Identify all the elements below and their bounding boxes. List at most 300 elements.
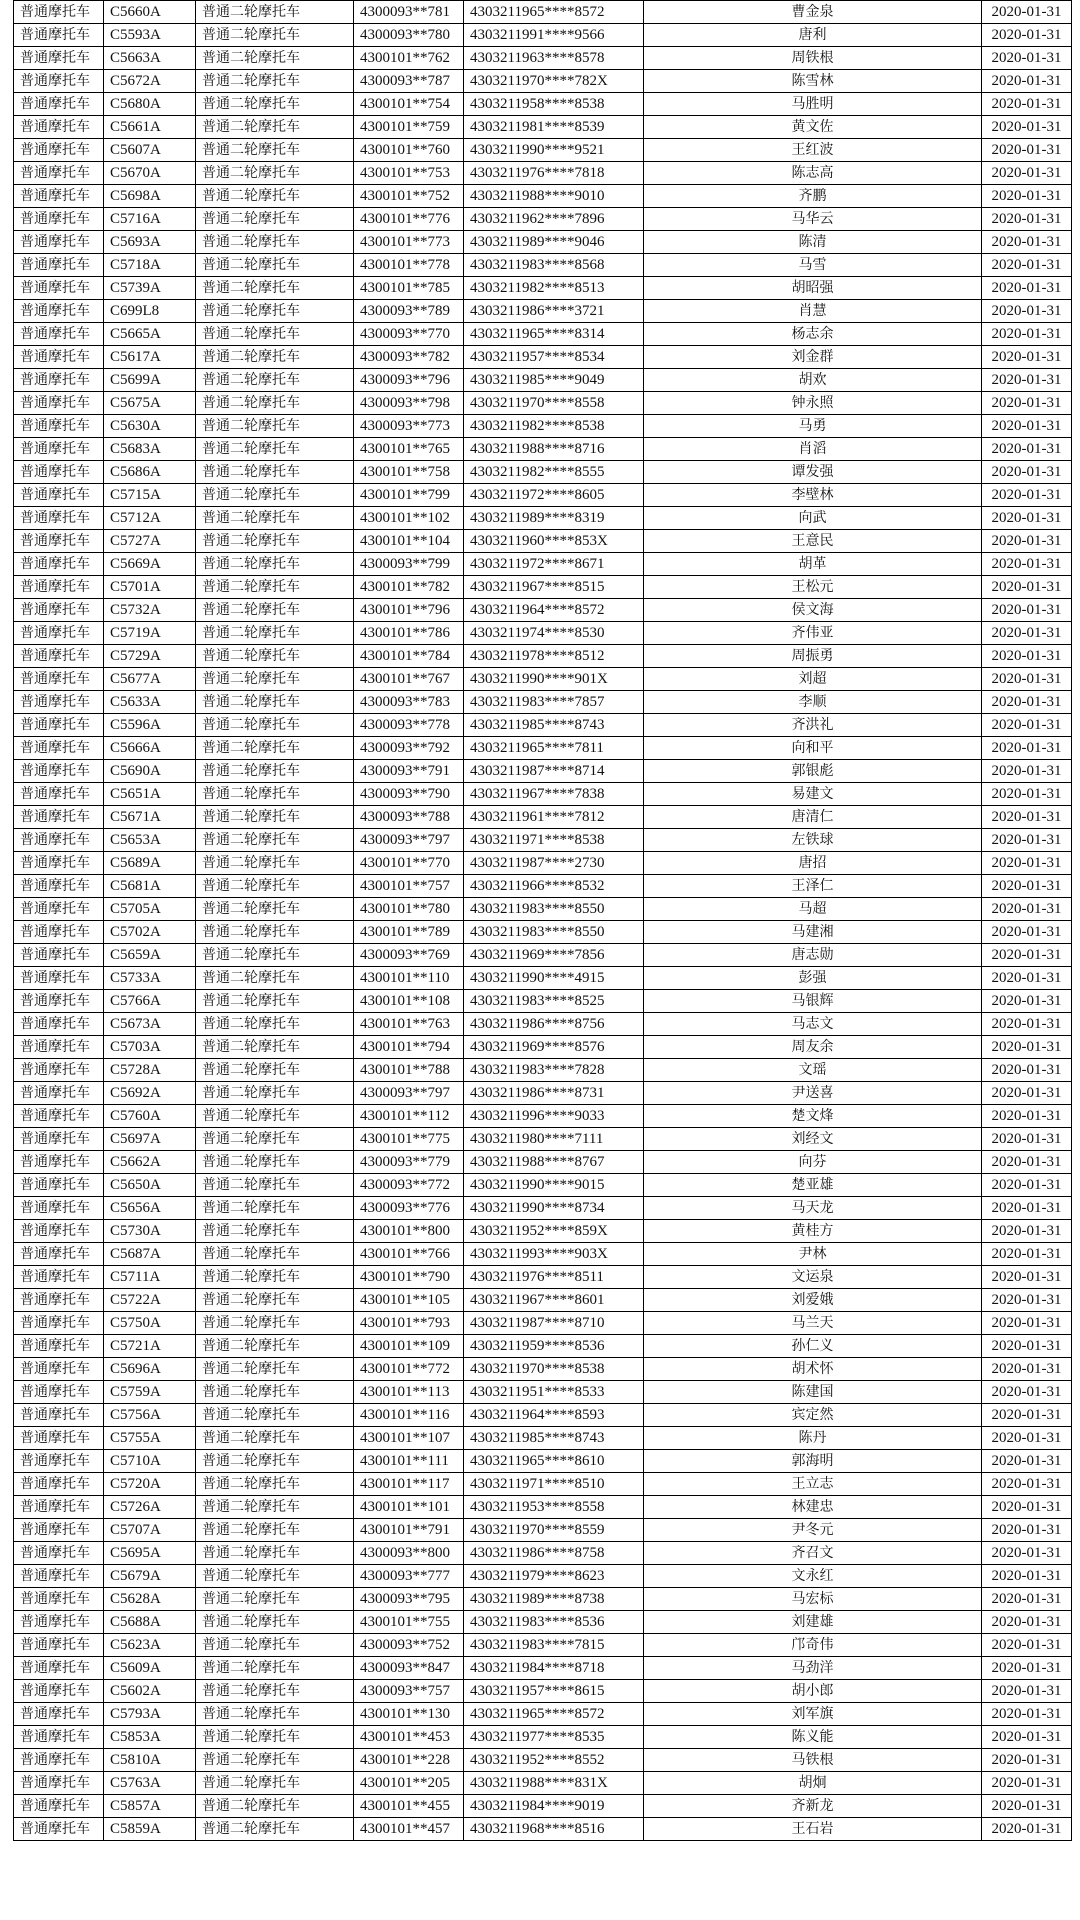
cell-id-number: 4303211988****8767 — [464, 1151, 644, 1174]
cell-vehicle-model: 普通二轮摩托车 — [196, 277, 354, 300]
cell-id-number: 4303211981****8539 — [464, 116, 644, 139]
cell-license-no: 4300093**781 — [354, 1, 464, 24]
cell-owner-name: 向芬 — [644, 1151, 982, 1174]
cell-license-no: 4300101**778 — [354, 254, 464, 277]
cell-date: 2020-01-31 — [982, 1795, 1072, 1818]
cell-date: 2020-01-31 — [982, 369, 1072, 392]
cell-vehicle-type: 普通摩托车 — [14, 1128, 104, 1151]
cell-owner-name: 周友余 — [644, 1036, 982, 1059]
cell-id-number: 4303211969****7856 — [464, 944, 644, 967]
cell-id-number: 4303211982****8513 — [464, 277, 644, 300]
cell-vehicle-model: 普通二轮摩托车 — [196, 1680, 354, 1703]
cell-vehicle-type: 普通摩托车 — [14, 231, 104, 254]
cell-vehicle-type: 普通摩托车 — [14, 944, 104, 967]
cell-plate-code: C5683A — [104, 438, 196, 461]
table-row — [14, 1542, 1072, 1565]
cell-id-number: 4303211965****7811 — [464, 737, 644, 760]
cell-owner-name: 马建湘 — [644, 921, 982, 944]
cell-vehicle-model: 普通二轮摩托车 — [196, 47, 354, 70]
cell-vehicle-model: 普通二轮摩托车 — [196, 1634, 354, 1657]
cell-id-number: 4303211986****8758 — [464, 1542, 644, 1565]
cell-vehicle-model: 普通二轮摩托车 — [196, 967, 354, 990]
cell-plate-code: C5602A — [104, 1680, 196, 1703]
cell-license-no: 4300093**770 — [354, 323, 464, 346]
cell-license-no: 4300093**796 — [354, 369, 464, 392]
cell-plate-code: C5727A — [104, 530, 196, 553]
cell-owner-name: 孙仁义 — [644, 1335, 982, 1358]
cell-vehicle-type: 普通摩托车 — [14, 507, 104, 530]
cell-id-number: 4303211960****853X — [464, 530, 644, 553]
cell-plate-code: C5729A — [104, 645, 196, 668]
cell-owner-name: 马雪 — [644, 254, 982, 277]
cell-date: 2020-01-31 — [982, 1059, 1072, 1082]
cell-id-number: 4303211963****8578 — [464, 47, 644, 70]
cell-plate-code: C5677A — [104, 668, 196, 691]
cell-license-no: 4300101**789 — [354, 921, 464, 944]
cell-license-no: 4300101**788 — [354, 1059, 464, 1082]
cell-plate-code: C5661A — [104, 116, 196, 139]
cell-license-no: 4300101**104 — [354, 530, 464, 553]
cell-vehicle-type: 普通摩托车 — [14, 438, 104, 461]
cell-id-number: 4303211988****831X — [464, 1772, 644, 1795]
cell-license-no: 4300101**760 — [354, 139, 464, 162]
table-row — [14, 139, 1072, 162]
cell-vehicle-type: 普通摩托车 — [14, 1312, 104, 1335]
table-row — [14, 829, 1072, 852]
cell-date: 2020-01-31 — [982, 1680, 1072, 1703]
cell-id-number: 4303211971****8510 — [464, 1473, 644, 1496]
cell-id-number: 4303211959****8536 — [464, 1335, 644, 1358]
cell-vehicle-model: 普通二轮摩托车 — [196, 691, 354, 714]
cell-id-number: 4303211969****8576 — [464, 1036, 644, 1059]
table-row — [14, 576, 1072, 599]
cell-id-number: 4303211984****8718 — [464, 1657, 644, 1680]
table-row — [14, 438, 1072, 461]
cell-owner-name: 陈雪林 — [644, 70, 982, 93]
cell-license-no: 4300093**772 — [354, 1174, 464, 1197]
cell-vehicle-type: 普通摩托车 — [14, 1404, 104, 1427]
cell-license-no: 4300093**799 — [354, 553, 464, 576]
cell-id-number: 4303211953****8558 — [464, 1496, 644, 1519]
cell-id-number: 4303211972****8671 — [464, 553, 644, 576]
cell-vehicle-model: 普通二轮摩托车 — [196, 599, 354, 622]
cell-plate-code: C5733A — [104, 967, 196, 990]
cell-vehicle-type: 普通摩托车 — [14, 1243, 104, 1266]
cell-owner-name: 郭银彪 — [644, 760, 982, 783]
cell-id-number: 4303211987****8710 — [464, 1312, 644, 1335]
cell-vehicle-type: 普通摩托车 — [14, 1013, 104, 1036]
cell-owner-name: 刘军旗 — [644, 1703, 982, 1726]
cell-vehicle-type: 普通摩托车 — [14, 737, 104, 760]
cell-date: 2020-01-31 — [982, 599, 1072, 622]
table-row — [14, 1657, 1072, 1680]
table-row — [14, 1105, 1072, 1128]
cell-date: 2020-01-31 — [982, 875, 1072, 898]
cell-date: 2020-01-31 — [982, 944, 1072, 967]
table-row — [14, 668, 1072, 691]
cell-vehicle-type: 普通摩托车 — [14, 1381, 104, 1404]
cell-id-number: 4303211991****9566 — [464, 24, 644, 47]
cell-license-no: 4300093**797 — [354, 1082, 464, 1105]
cell-date: 2020-01-31 — [982, 1, 1072, 24]
cell-vehicle-type: 普通摩托车 — [14, 1082, 104, 1105]
cell-owner-name: 肖慧 — [644, 300, 982, 323]
cell-id-number: 4303211970****8558 — [464, 392, 644, 415]
cell-vehicle-type: 普通摩托车 — [14, 346, 104, 369]
cell-id-number: 4303211989****8738 — [464, 1588, 644, 1611]
cell-vehicle-type: 普通摩托车 — [14, 990, 104, 1013]
cell-owner-name: 黄桂方 — [644, 1220, 982, 1243]
cell-date: 2020-01-31 — [982, 1611, 1072, 1634]
cell-vehicle-type: 普通摩托车 — [14, 1772, 104, 1795]
cell-vehicle-model: 普通二轮摩托车 — [196, 162, 354, 185]
cell-date: 2020-01-31 — [982, 921, 1072, 944]
cell-license-no: 4300093**800 — [354, 1542, 464, 1565]
cell-license-no: 4300093**752 — [354, 1634, 464, 1657]
cell-owner-name: 胡欢 — [644, 369, 982, 392]
cell-id-number: 4303211971****8538 — [464, 829, 644, 852]
cell-license-no: 4300101**457 — [354, 1818, 464, 1841]
cell-license-no: 4300101**762 — [354, 47, 464, 70]
cell-vehicle-model: 普通二轮摩托车 — [196, 990, 354, 1013]
cell-vehicle-type: 普通摩托车 — [14, 1289, 104, 1312]
table-row — [14, 208, 1072, 231]
cell-owner-name: 陈丹 — [644, 1427, 982, 1450]
cell-date: 2020-01-31 — [982, 1128, 1072, 1151]
cell-id-number: 4303211983****8525 — [464, 990, 644, 1013]
cell-id-number: 4303211976****7818 — [464, 162, 644, 185]
cell-date: 2020-01-31 — [982, 1358, 1072, 1381]
cell-plate-code: C5730A — [104, 1220, 196, 1243]
cell-date: 2020-01-31 — [982, 1473, 1072, 1496]
cell-owner-name: 唐志勋 — [644, 944, 982, 967]
cell-plate-code: C5697A — [104, 1128, 196, 1151]
cell-date: 2020-01-31 — [982, 622, 1072, 645]
cell-license-no: 4300101**130 — [354, 1703, 464, 1726]
cell-owner-name: 杨志余 — [644, 323, 982, 346]
cell-owner-name: 彭强 — [644, 967, 982, 990]
cell-id-number: 4303211967****7838 — [464, 783, 644, 806]
cell-id-number: 4303211970****782X — [464, 70, 644, 93]
cell-date: 2020-01-31 — [982, 806, 1072, 829]
cell-plate-code: C5665A — [104, 323, 196, 346]
cell-vehicle-model: 普通二轮摩托车 — [196, 783, 354, 806]
cell-id-number: 4303211983****8550 — [464, 921, 644, 944]
cell-plate-code: C5651A — [104, 783, 196, 806]
cell-license-no: 4300093**780 — [354, 24, 464, 47]
cell-date: 2020-01-31 — [982, 1266, 1072, 1289]
table-row — [14, 806, 1072, 829]
cell-license-no: 4300101**754 — [354, 93, 464, 116]
cell-date: 2020-01-31 — [982, 1450, 1072, 1473]
table-row — [14, 737, 1072, 760]
cell-plate-code: C5628A — [104, 1588, 196, 1611]
cell-date: 2020-01-31 — [982, 116, 1072, 139]
cell-license-no: 4300101**111 — [354, 1450, 464, 1473]
cell-date: 2020-01-31 — [982, 47, 1072, 70]
cell-license-no: 4300101**775 — [354, 1128, 464, 1151]
cell-license-no: 4300101**757 — [354, 875, 464, 898]
table-row — [14, 300, 1072, 323]
cell-plate-code: C5681A — [104, 875, 196, 898]
table-row — [14, 944, 1072, 967]
cell-date: 2020-01-31 — [982, 254, 1072, 277]
cell-date: 2020-01-31 — [982, 70, 1072, 93]
cell-license-no: 4300093**797 — [354, 829, 464, 852]
cell-date: 2020-01-31 — [982, 1634, 1072, 1657]
cell-date: 2020-01-31 — [982, 438, 1072, 461]
cell-owner-name: 左铁球 — [644, 829, 982, 852]
cell-license-no: 4300101**776 — [354, 208, 464, 231]
cell-date: 2020-01-31 — [982, 737, 1072, 760]
cell-id-number: 4303211957****8534 — [464, 346, 644, 369]
cell-owner-name: 周铁根 — [644, 47, 982, 70]
cell-date: 2020-01-31 — [982, 1082, 1072, 1105]
cell-license-no: 4300093**787 — [354, 70, 464, 93]
cell-owner-name: 王立志 — [644, 1473, 982, 1496]
cell-date: 2020-01-31 — [982, 1565, 1072, 1588]
table-row — [14, 1450, 1072, 1473]
cell-owner-name: 胡炯 — [644, 1772, 982, 1795]
cell-plate-code: C5671A — [104, 806, 196, 829]
cell-plate-code: C5732A — [104, 599, 196, 622]
cell-vehicle-model: 普通二轮摩托车 — [196, 1358, 354, 1381]
cell-vehicle-type: 普通摩托车 — [14, 461, 104, 484]
cell-vehicle-model: 普通二轮摩托车 — [196, 1542, 354, 1565]
cell-license-no: 4300101**455 — [354, 1795, 464, 1818]
cell-id-number: 4303211985****9049 — [464, 369, 644, 392]
cell-date: 2020-01-31 — [982, 1657, 1072, 1680]
cell-vehicle-type: 普通摩托车 — [14, 898, 104, 921]
cell-license-no: 4300101**759 — [354, 116, 464, 139]
cell-id-number: 4303211983****8568 — [464, 254, 644, 277]
cell-plate-code: C5702A — [104, 921, 196, 944]
cell-vehicle-type: 普通摩托车 — [14, 1358, 104, 1381]
cell-license-no: 4300101**112 — [354, 1105, 464, 1128]
cell-vehicle-model: 普通二轮摩托车 — [196, 714, 354, 737]
cell-owner-name: 钟永照 — [644, 392, 982, 415]
table-row — [14, 1082, 1072, 1105]
cell-owner-name: 邝奇伟 — [644, 1634, 982, 1657]
cell-id-number: 4303211987****2730 — [464, 852, 644, 875]
table-row — [14, 1473, 1072, 1496]
cell-vehicle-model: 普通二轮摩托车 — [196, 1473, 354, 1496]
cell-plate-code: C5810A — [104, 1749, 196, 1772]
table-row — [14, 1427, 1072, 1450]
cell-id-number: 4303211982****8538 — [464, 415, 644, 438]
cell-owner-name: 刘超 — [644, 668, 982, 691]
cell-plate-code: C5663A — [104, 47, 196, 70]
cell-vehicle-model: 普通二轮摩托车 — [196, 1036, 354, 1059]
cell-date: 2020-01-31 — [982, 139, 1072, 162]
cell-plate-code: C5617A — [104, 346, 196, 369]
table-row — [14, 1749, 1072, 1772]
cell-vehicle-model: 普通二轮摩托车 — [196, 622, 354, 645]
cell-plate-code: C5692A — [104, 1082, 196, 1105]
cell-plate-code: C5662A — [104, 1151, 196, 1174]
cell-id-number: 4303211968****8516 — [464, 1818, 644, 1841]
cell-vehicle-type: 普通摩托车 — [14, 277, 104, 300]
cell-vehicle-type: 普通摩托车 — [14, 1588, 104, 1611]
cell-vehicle-model: 普通二轮摩托车 — [196, 1450, 354, 1473]
cell-license-no: 4300101**763 — [354, 1013, 464, 1036]
cell-plate-code: C5607A — [104, 139, 196, 162]
cell-id-number: 4303211967****8601 — [464, 1289, 644, 1312]
cell-owner-name: 楚文烽 — [644, 1105, 982, 1128]
cell-id-number: 4303211965****8610 — [464, 1450, 644, 1473]
cell-vehicle-type: 普通摩托车 — [14, 24, 104, 47]
cell-date: 2020-01-31 — [982, 93, 1072, 116]
cell-vehicle-type: 普通摩托车 — [14, 1703, 104, 1726]
table-row — [14, 254, 1072, 277]
cell-vehicle-model: 普通二轮摩托车 — [196, 415, 354, 438]
cell-license-no: 4300101**794 — [354, 1036, 464, 1059]
cell-date: 2020-01-31 — [982, 852, 1072, 875]
cell-vehicle-model: 普通二轮摩托车 — [196, 806, 354, 829]
cell-vehicle-type: 普通摩托车 — [14, 645, 104, 668]
cell-owner-name: 胡小郎 — [644, 1680, 982, 1703]
cell-date: 2020-01-31 — [982, 1312, 1072, 1335]
cell-date: 2020-01-31 — [982, 1151, 1072, 1174]
cell-id-number: 4303211989****9046 — [464, 231, 644, 254]
cell-id-number: 4303211983****8536 — [464, 1611, 644, 1634]
cell-license-no: 4300101**110 — [354, 967, 464, 990]
cell-id-number: 4303211980****7111 — [464, 1128, 644, 1151]
cell-id-number: 4303211964****8593 — [464, 1404, 644, 1427]
cell-owner-name: 黄文佐 — [644, 116, 982, 139]
cell-license-no: 4300101**453 — [354, 1726, 464, 1749]
cell-owner-name: 齐新龙 — [644, 1795, 982, 1818]
table-row — [14, 323, 1072, 346]
cell-id-number: 4303211985****8743 — [464, 1427, 644, 1450]
cell-date: 2020-01-31 — [982, 898, 1072, 921]
cell-id-number: 4303211952****8552 — [464, 1749, 644, 1772]
table-row — [14, 231, 1072, 254]
cell-plate-code: C5705A — [104, 898, 196, 921]
cell-plate-code: C5675A — [104, 392, 196, 415]
cell-id-number: 4303211965****8572 — [464, 1, 644, 24]
cell-vehicle-model: 普通二轮摩托车 — [196, 1818, 354, 1841]
cell-license-no: 4300101**117 — [354, 1473, 464, 1496]
cell-vehicle-model: 普通二轮摩托车 — [196, 1335, 354, 1358]
cell-owner-name: 王意民 — [644, 530, 982, 553]
cell-id-number: 4303211958****8538 — [464, 93, 644, 116]
cell-date: 2020-01-31 — [982, 1289, 1072, 1312]
cell-vehicle-model: 普通二轮摩托车 — [196, 875, 354, 898]
cell-owner-name: 王松元 — [644, 576, 982, 599]
cell-license-no: 4300093**757 — [354, 1680, 464, 1703]
cell-date: 2020-01-31 — [982, 415, 1072, 438]
cell-vehicle-type: 普通摩托车 — [14, 1657, 104, 1680]
cell-plate-code: C5693A — [104, 231, 196, 254]
cell-date: 2020-01-31 — [982, 162, 1072, 185]
cell-owner-name: 向武 — [644, 507, 982, 530]
table-row — [14, 1795, 1072, 1818]
cell-vehicle-type: 普通摩托车 — [14, 162, 104, 185]
cell-owner-name: 齐伟亚 — [644, 622, 982, 645]
cell-plate-code: C5673A — [104, 1013, 196, 1036]
cell-vehicle-type: 普通摩托车 — [14, 369, 104, 392]
cell-plate-code: C5659A — [104, 944, 196, 967]
cell-plate-code: C5726A — [104, 1496, 196, 1519]
cell-vehicle-type: 普通摩托车 — [14, 1611, 104, 1634]
cell-license-no: 4300101**773 — [354, 231, 464, 254]
cell-plate-code: C5715A — [104, 484, 196, 507]
cell-vehicle-type: 普通摩托车 — [14, 323, 104, 346]
cell-plate-code: C5596A — [104, 714, 196, 737]
table-row — [14, 392, 1072, 415]
cell-license-no: 4300101**799 — [354, 484, 464, 507]
cell-plate-code: C5716A — [104, 208, 196, 231]
table-row — [14, 116, 1072, 139]
cell-vehicle-type: 普通摩托车 — [14, 1565, 104, 1588]
cell-owner-name: 马勇 — [644, 415, 982, 438]
cell-vehicle-model: 普通二轮摩托车 — [196, 1082, 354, 1105]
cell-license-no: 4300093**778 — [354, 714, 464, 737]
cell-vehicle-model: 普通二轮摩托车 — [196, 1243, 354, 1266]
cell-vehicle-type: 普通摩托车 — [14, 1174, 104, 1197]
cell-vehicle-model: 普通二轮摩托车 — [196, 1703, 354, 1726]
cell-plate-code: C5680A — [104, 93, 196, 116]
cell-vehicle-type: 普通摩托车 — [14, 576, 104, 599]
cell-plate-code: C5669A — [104, 553, 196, 576]
cell-vehicle-type: 普通摩托车 — [14, 1818, 104, 1841]
cell-owner-name: 周振勇 — [644, 645, 982, 668]
cell-license-no: 4300101**767 — [354, 668, 464, 691]
cell-id-number: 4303211951****8533 — [464, 1381, 644, 1404]
roster-body — [14, 1, 1072, 1841]
cell-vehicle-model: 普通二轮摩托车 — [196, 1749, 354, 1772]
cell-license-no: 4300101**793 — [354, 1312, 464, 1335]
cell-id-number: 4303211979****8623 — [464, 1565, 644, 1588]
cell-owner-name: 齐洪礼 — [644, 714, 982, 737]
table-row — [14, 1220, 1072, 1243]
cell-license-no: 4300093**795 — [354, 1588, 464, 1611]
cell-vehicle-model: 普通二轮摩托车 — [196, 461, 354, 484]
cell-vehicle-type: 普通摩托车 — [14, 530, 104, 553]
table-row — [14, 1174, 1072, 1197]
cell-vehicle-type: 普通摩托车 — [14, 691, 104, 714]
roster-sheet — [13, 0, 1071, 1841]
cell-id-number: 4303211961****7812 — [464, 806, 644, 829]
cell-vehicle-model: 普通二轮摩托车 — [196, 392, 354, 415]
cell-plate-code: C5593A — [104, 24, 196, 47]
cell-vehicle-model: 普通二轮摩托车 — [196, 208, 354, 231]
cell-vehicle-model: 普通二轮摩托车 — [196, 1496, 354, 1519]
cell-id-number: 4303211964****8572 — [464, 599, 644, 622]
cell-license-no: 4300093**777 — [354, 1565, 464, 1588]
cell-id-number: 4303211990****4915 — [464, 967, 644, 990]
cell-vehicle-type: 普通摩托车 — [14, 1036, 104, 1059]
cell-vehicle-model: 普通二轮摩托车 — [196, 1174, 354, 1197]
cell-plate-code: C5689A — [104, 852, 196, 875]
cell-date: 2020-01-31 — [982, 829, 1072, 852]
cell-vehicle-model: 普通二轮摩托车 — [196, 369, 354, 392]
cell-plate-code: C699L8 — [104, 300, 196, 323]
cell-date: 2020-01-31 — [982, 1197, 1072, 1220]
cell-license-no: 4300101**786 — [354, 622, 464, 645]
cell-plate-code: C5857A — [104, 1795, 196, 1818]
cell-plate-code: C5696A — [104, 1358, 196, 1381]
cell-owner-name: 李顺 — [644, 691, 982, 714]
cell-date: 2020-01-31 — [982, 231, 1072, 254]
cell-license-no: 4300101**755 — [354, 1611, 464, 1634]
cell-license-no: 4300093**779 — [354, 1151, 464, 1174]
table-row — [14, 530, 1072, 553]
cell-id-number: 4303211983****7828 — [464, 1059, 644, 1082]
cell-vehicle-model: 普通二轮摩托车 — [196, 1220, 354, 1243]
cell-vehicle-type: 普通摩托车 — [14, 185, 104, 208]
